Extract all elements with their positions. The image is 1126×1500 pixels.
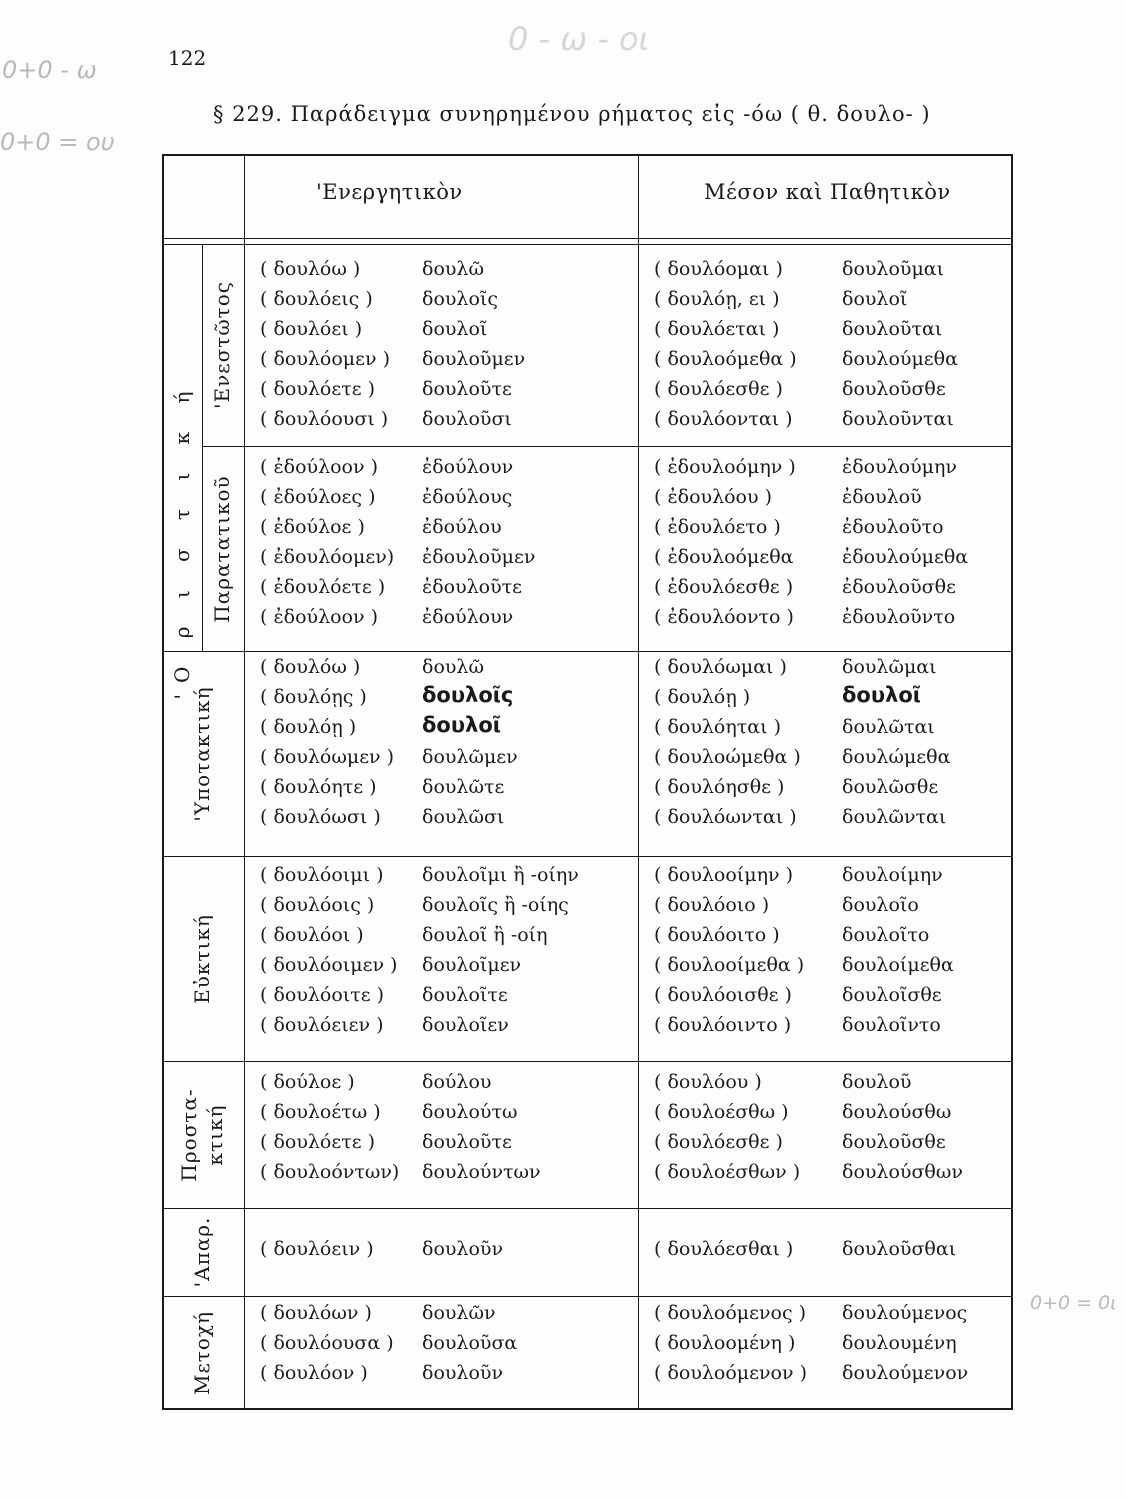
uncontracted-form: ( δουλόετε ): [260, 378, 376, 400]
contracted-form: δουλοῦμαι: [842, 258, 945, 280]
conjugation-table: [162, 154, 1013, 1410]
table-rule: [164, 238, 1011, 239]
contracted-form: δουλοῦσθαι: [842, 1238, 957, 1260]
form-row: [654, 456, 1014, 486]
uncontracted-form: ( δουλόει ): [260, 318, 363, 340]
contracted-form: δουλῶμαι: [842, 656, 937, 678]
form-row: [654, 1101, 1014, 1131]
uncontracted-form: ( ἐδούλοες ): [260, 486, 376, 508]
contracted-form: δουλῶνται: [842, 806, 947, 828]
contracted-form: δουλοῦτε: [422, 378, 512, 400]
contracted-form: δουλοῦνται: [842, 408, 954, 430]
contracted-form: δουλοῦμεν: [422, 348, 526, 370]
uncontracted-form: ( δουλόῃ ): [654, 686, 751, 708]
contracted-form: ἐδουλοῦμεν: [422, 546, 536, 568]
form-row: [654, 776, 1014, 806]
form-row: [260, 954, 620, 984]
contracted-form: δουλοῖς: [422, 288, 498, 310]
uncontracted-form: ( δουλόωμεν ): [260, 746, 395, 768]
table-rule: [202, 446, 1011, 447]
uncontracted-form: ( δουλόοι ): [260, 924, 364, 946]
form-row: [654, 1071, 1014, 1101]
contracted-form: δουλούμενον: [842, 1362, 969, 1384]
uncontracted-form: ( δουλόωμαι ): [654, 656, 787, 678]
form-row: [654, 806, 1014, 836]
contracted-form: δουλῶται: [842, 716, 935, 738]
uncontracted-form: ( δουλόειεν ): [260, 1014, 384, 1036]
pencil-note: 0+0 - ω: [2, 56, 97, 84]
form-row: [654, 486, 1014, 516]
uncontracted-form: ( ἐδουλοόμεθα: [654, 546, 794, 568]
uncontracted-form: ( δουλόοιμι ): [260, 864, 384, 886]
contracted-form: δούλου: [422, 1071, 492, 1093]
contracted-form: δουλοῦται: [842, 318, 943, 340]
table-rule: [164, 1296, 1011, 1297]
form-row: [654, 984, 1014, 1014]
contracted-form: δουλῶσθε: [842, 776, 939, 798]
pencil-note: 0 - ω - οι: [508, 20, 650, 58]
form-row: [654, 1131, 1014, 1161]
section-label: Προστα- κτική: [177, 1087, 227, 1182]
contracted-form: δουλούμεθα: [842, 348, 958, 370]
form-row: [260, 864, 620, 894]
form-row: [654, 1161, 1014, 1191]
uncontracted-form: ( δουλόον ): [260, 1362, 368, 1384]
uncontracted-form: ( δουλόεσθαι ): [654, 1238, 794, 1260]
uncontracted-form: ( δουλόοισθε ): [654, 984, 792, 1006]
form-row: [654, 516, 1014, 546]
uncontracted-form: ( δουλοέτω ): [260, 1101, 381, 1123]
uncontracted-form: ( δουλοομένη ): [654, 1332, 796, 1354]
form-row: [654, 1302, 1014, 1332]
form-row: [654, 1014, 1014, 1044]
contracted-form: δουλοῦσθε: [842, 1131, 946, 1153]
contracted-form: ἐδουλοῦτο: [842, 516, 944, 538]
contracted-form: ἐδουλοῦσθε: [842, 576, 956, 598]
uncontracted-form: ( δουλόω ): [260, 656, 361, 678]
section-title: § 229. Παράδειγμα συνηρημένου ρήματος εἰς -όω ( θ. δουλο- ): [213, 102, 931, 126]
form-row: [654, 924, 1014, 954]
form-row: [260, 683, 620, 716]
form-row: [260, 806, 620, 836]
contracted-form: δουλοῖ ἢ -οίη: [422, 924, 548, 946]
uncontracted-form: ( δουλοοίμεθα ): [654, 954, 805, 976]
form-row: [260, 288, 620, 318]
form-row: [654, 1238, 1014, 1268]
form-row: [260, 894, 620, 924]
section-label: Μετοχή: [190, 1310, 214, 1396]
section-label: 'Απαρ.: [190, 1216, 214, 1288]
uncontracted-form: ( δουλόῃς ): [260, 686, 367, 708]
table-rule: [164, 856, 1011, 857]
uncontracted-form: ( δουλόοιμεν ): [260, 954, 398, 976]
uncontracted-form: ( δούλοε ): [260, 1071, 355, 1093]
uncontracted-form: ( δουλόειν ): [260, 1238, 374, 1260]
uncontracted-form: ( δουλόομεν ): [260, 348, 390, 370]
form-row: [260, 606, 620, 636]
form-row: [654, 378, 1014, 408]
contracted-form: δουλῶτε: [422, 776, 505, 798]
uncontracted-form: ( δουλόοιτο ): [654, 924, 780, 946]
contracted-form: δουλῶ: [422, 656, 484, 678]
contracted-form: ἐδούλους: [422, 486, 513, 508]
form-row: [260, 1071, 620, 1101]
group-label-indicative: 'Ο ρ ι σ τ ι κ ή: [170, 380, 194, 700]
contracted-form: δουλοῖτε: [422, 984, 508, 1006]
contracted-form: δουλοῦσθε: [842, 378, 946, 400]
contracted-form: δουλοῦσα: [422, 1332, 518, 1354]
uncontracted-form: ( δουλόοιο ): [654, 894, 770, 916]
contracted-form: δουλούτω: [422, 1101, 518, 1123]
uncontracted-form: ( δουλόωσι ): [260, 806, 381, 828]
form-row: [654, 576, 1014, 606]
section-label: 'Υποτακτική: [190, 685, 214, 822]
uncontracted-form: ( δουλόεσθε ): [654, 1131, 783, 1153]
uncontracted-form: ( δουλόοιτε ): [260, 984, 385, 1006]
uncontracted-form: ( δουλόω ): [260, 258, 361, 280]
form-row: [260, 1131, 620, 1161]
uncontracted-form: ( δουλοόμεθα ): [654, 348, 797, 370]
form-row: [654, 864, 1014, 894]
contracted-form: δουλούσθων: [842, 1161, 963, 1183]
contracted-form: ἐδουλοῦ: [842, 486, 922, 508]
form-row: [654, 746, 1014, 776]
contracted-form: ἐδουλούμεθα: [842, 546, 969, 568]
section-label: Εὐκτική: [190, 913, 214, 1004]
contracted-form: δουλοῦ: [842, 1071, 912, 1093]
form-row: [260, 486, 620, 516]
contracted-form: ἐδούλουν: [422, 606, 514, 628]
form-row: [260, 746, 620, 776]
form-row: [260, 456, 620, 486]
table-rule: [164, 651, 1011, 652]
uncontracted-form: ( ἐδουλοόμην ): [654, 456, 796, 478]
uncontracted-form: ( δουλόῃ, ει ): [654, 288, 780, 310]
section-label: 'Ενεστῶτος: [210, 281, 234, 409]
contracted-form: δουλοῖς: [422, 683, 514, 707]
uncontracted-form: ( δουλόονται ): [654, 408, 793, 430]
uncontracted-form: ( δουλοόντων): [260, 1161, 400, 1183]
uncontracted-form: ( δουλόοιντο ): [654, 1014, 792, 1036]
form-row: [654, 894, 1014, 924]
form-row: [654, 288, 1014, 318]
contracted-form: δουλοῦσι: [422, 408, 512, 430]
form-row: [260, 924, 620, 954]
contracted-form: δουλῶσι: [422, 806, 505, 828]
column-header-mediopassive: Μέσον καὶ Παθητικὸν: [704, 180, 951, 204]
uncontracted-form: ( δουλόετε ): [260, 1131, 376, 1153]
form-row: [654, 1332, 1014, 1362]
table-rule: [164, 1208, 1011, 1209]
uncontracted-form: ( δουλόησθε ): [654, 776, 785, 798]
form-row: [654, 683, 1014, 716]
form-row: [654, 1362, 1014, 1392]
uncontracted-form: ( δουλόῃ ): [260, 716, 357, 738]
form-row: [260, 1362, 620, 1392]
contracted-form: ἐδουλοῦτε: [422, 576, 523, 598]
uncontracted-form: ( ἐδουλόοντο ): [654, 606, 794, 628]
contracted-form: δουλοῖτο: [842, 924, 930, 946]
form-row: [260, 318, 620, 348]
uncontracted-form: ( δουλόομαι ): [654, 258, 783, 280]
uncontracted-form: ( δουλοέσθω ): [654, 1101, 789, 1123]
contracted-form: δουλοῖμι ἢ -οίην: [422, 864, 579, 886]
contracted-form: ἐδουλούμην: [842, 456, 957, 478]
form-row: [260, 546, 620, 576]
form-row: [654, 954, 1014, 984]
form-row: [260, 258, 620, 288]
form-row: [654, 716, 1014, 746]
uncontracted-form: ( δουλόεται ): [654, 318, 780, 340]
contracted-form: δουλοίμην: [842, 864, 943, 886]
uncontracted-form: ( δουλοώμεθα ): [654, 746, 801, 768]
form-row: [260, 516, 620, 546]
contracted-form: δουλοῖο: [842, 894, 919, 916]
form-row: [654, 546, 1014, 576]
contracted-form: δουλοῖ: [842, 683, 921, 707]
uncontracted-form: ( ἐδουλόομεν): [260, 546, 395, 568]
table-rule: [202, 244, 203, 651]
contracted-form: δουλοῖ: [422, 318, 488, 340]
uncontracted-form: ( δουλόηται ): [654, 716, 781, 738]
contracted-form: δουλοῖεν: [422, 1014, 509, 1036]
contracted-form: δουλοῦν: [422, 1362, 504, 1384]
form-row: [260, 1332, 620, 1362]
uncontracted-form: ( δουλοόμενος ): [654, 1302, 807, 1324]
form-row: [654, 408, 1014, 438]
uncontracted-form: ( δουλόου ): [654, 1071, 762, 1093]
form-row: [260, 1302, 620, 1332]
contracted-form: δουλοῖς ἢ -οίης: [422, 894, 569, 916]
form-row: [654, 258, 1014, 288]
column-header-active: 'Ενεργητικὸν: [316, 180, 463, 204]
uncontracted-form: ( δουλόεσθε ): [654, 378, 783, 400]
uncontracted-form: ( ἐδούλοον ): [260, 456, 378, 478]
contracted-form: δουλοῖ: [422, 713, 501, 737]
contracted-form: δουλοῦν: [422, 1238, 504, 1260]
contracted-form: δουλώμεθα: [842, 746, 951, 768]
form-row: [260, 776, 620, 806]
contracted-form: ἐδούλουν: [422, 456, 514, 478]
pencil-note: 0+0 = 0ι: [1030, 1292, 1117, 1314]
uncontracted-form: ( ἐδούλοον ): [260, 606, 378, 628]
contracted-form: δουλοῖμεν: [422, 954, 522, 976]
uncontracted-form: ( δουλοόμενον ): [654, 1362, 807, 1384]
form-row: [260, 378, 620, 408]
table-rule: [164, 244, 1011, 245]
form-row: [654, 656, 1014, 686]
contracted-form: δουλουμένη: [842, 1332, 957, 1354]
pencil-note: 0+0 = ου: [0, 128, 115, 156]
contracted-form: δουλοῖσθε: [842, 984, 942, 1006]
contracted-form: δουλῶν: [422, 1302, 496, 1324]
contracted-form: δουλῶμεν: [422, 746, 518, 768]
uncontracted-form: ( δουλόουσι ): [260, 408, 389, 430]
uncontracted-form: ( ἐδούλοε ): [260, 516, 365, 538]
uncontracted-form: ( δουλοέσθων ): [654, 1161, 801, 1183]
form-row: [260, 348, 620, 378]
page-number: 122: [168, 46, 207, 70]
uncontracted-form: ( δουλόουσα ): [260, 1332, 394, 1354]
form-row: [260, 408, 620, 438]
uncontracted-form: ( δουλόητε ): [260, 776, 377, 798]
uncontracted-form: ( ἐδουλόετο ): [654, 516, 781, 538]
form-row: [654, 318, 1014, 348]
contracted-form: δουλούμενος: [842, 1302, 968, 1324]
contracted-form: δουλούσθω: [842, 1101, 952, 1123]
contracted-form: δουλοῦτε: [422, 1131, 512, 1153]
form-row: [260, 1014, 620, 1044]
contracted-form: ἐδουλοῦντο: [842, 606, 956, 628]
uncontracted-form: ( δουλόοις ): [260, 894, 375, 916]
uncontracted-form: ( ἐδουλόεσθε ): [654, 576, 794, 598]
uncontracted-form: ( δουλόων ): [260, 1302, 372, 1324]
form-row: [260, 713, 620, 746]
uncontracted-form: ( ἐδουλόου ): [654, 486, 772, 508]
uncontracted-form: ( δουλόωνται ): [654, 806, 797, 828]
contracted-form: ἐδούλου: [422, 516, 502, 538]
form-row: [260, 576, 620, 606]
contracted-form: δουλῶ: [422, 258, 484, 280]
uncontracted-form: ( δουλοοίμην ): [654, 864, 793, 886]
uncontracted-form: ( δουλόεις ): [260, 288, 373, 310]
form-row: [654, 348, 1014, 378]
contracted-form: δουλούντων: [422, 1161, 541, 1183]
form-row: [260, 1161, 620, 1191]
form-row: [260, 1238, 620, 1268]
contracted-form: δουλοῖντο: [842, 1014, 941, 1036]
contracted-form: δουλοίμεθα: [842, 954, 954, 976]
form-row: [260, 656, 620, 686]
table-rule: [638, 156, 639, 1408]
form-row: [260, 984, 620, 1014]
form-row: [260, 1101, 620, 1131]
section-label: Παρατατικοῦ: [210, 474, 234, 623]
uncontracted-form: ( ἐδουλόετε ): [260, 576, 386, 598]
form-row: [654, 606, 1014, 636]
table-rule: [164, 1061, 1011, 1062]
table-rule: [244, 156, 245, 1408]
contracted-form: δουλοῖ: [842, 288, 908, 310]
